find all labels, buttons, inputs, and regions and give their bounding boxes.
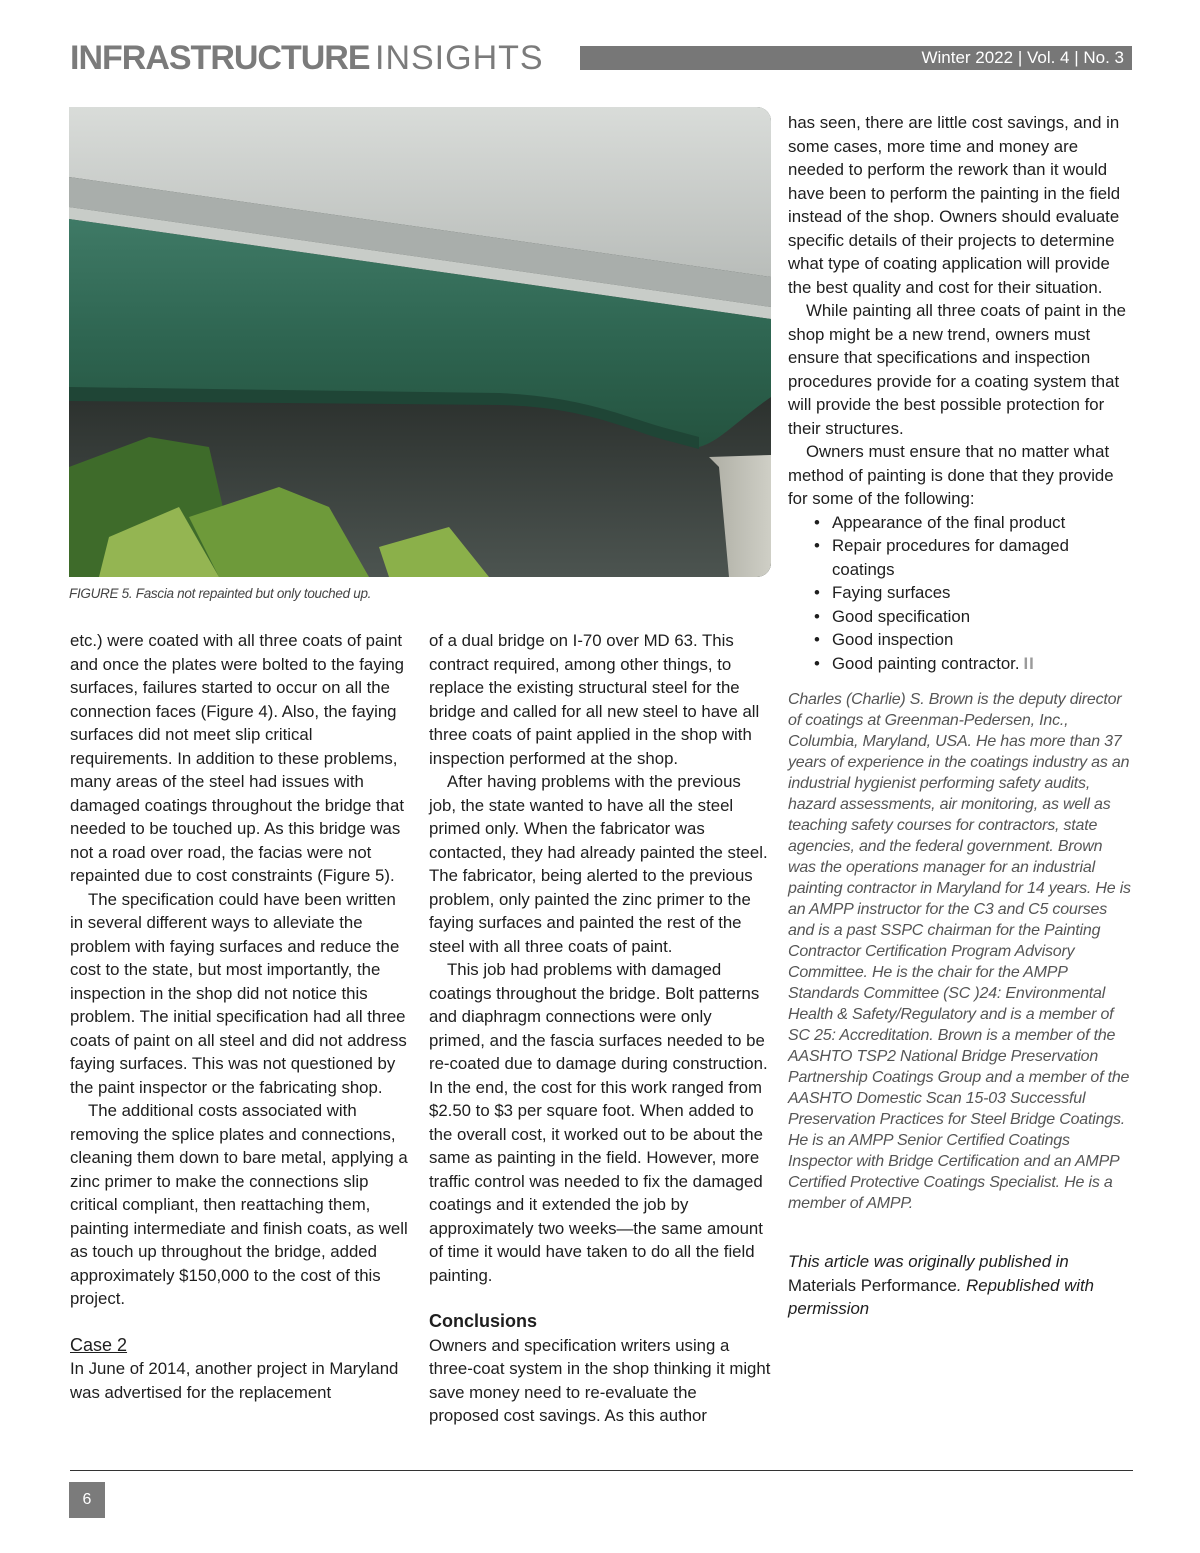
- bullet-icon: •: [814, 583, 820, 602]
- paragraph: In June of 2014, another project in Maryland was advertised for the replacement: [70, 1359, 399, 1402]
- figure-caption: FIGURE 5. Fascia not repainted but only touched up.: [69, 586, 372, 601]
- article-column-3: [788, 111, 1132, 1321]
- article-column-2: [429, 629, 771, 1428]
- list-item: • Appearance of the final product: [814, 511, 1132, 535]
- bullet-icon: •: [814, 653, 820, 673]
- requirements-list: [788, 511, 1132, 676]
- paragraph: After having problems with the previous job, the state wanted to have all the steel primed only. When the fabricator was contacted, they had already painted the steel. The fabricator, being alerted to the previous problem, only painted the zinc primer to the faying surfaces and painted the rest of the steel with all three coats of paint.: [429, 772, 768, 956]
- list-item: • Good specification: [814, 605, 1132, 629]
- republication-note: This article was originally published in Materials Performance. Republished with permission: [788, 1252, 1094, 1318]
- conclusions-heading: Conclusions: [429, 1311, 538, 1331]
- author-bio: Charles (Charlie) S. Brown is the deputy director of coatings at Greenman-Pedersen, Inc., Columbia, Maryland, USA. He has more than 37 years of experience in the coatings industry as an industrial hygienist performing safety audits, hazard assessments, air monitoring, as well as teaching safety courses for contractors, state agencies, and the federal government. Brown was the operations manager for an industrial painting contractor in Maryland for 14 years. He is an AMPP instructor for the C3 and C5 courses and is a past SSPC chairman for the Painting Contractor Certification Program Advisory Committee. He is the chair for the AMPP Standards Committee (SC )24: Environmental Health & Safety/Regulatory and is a member of SC 25: Accreditation. Brown is a member of the AASHTO TSP2 National Bridge Preservation Partnership Coatings Group and a member of the AASHTO Domestic Scan 15-03 Successful Preservation Practices for Steel Bridge Coatings. He is an AMPP Senior Certified Coatings Inspector with Bridge Certification and an AMPP Certified Protective Coatings Specialist. He is a member of AMPP.: [788, 691, 1131, 1212]
- list-item: • Faying surfaces: [814, 581, 1132, 605]
- case-2-heading: Case 2: [70, 1334, 128, 1355]
- end-of-article-mark: II: [1023, 653, 1035, 673]
- paragraph: Owners and specification writers using a three-coat system in the shop thinking it might save money need to re-evaluate the proposed cost savings. As this author: [429, 1335, 771, 1425]
- figure-bridge-photo: [69, 107, 771, 577]
- bullet-icon: •: [814, 512, 820, 532]
- issue-info: Winter 2022 | Vol. 4 | No. 3: [921, 48, 1124, 67]
- paragraph: of a dual bridge on I-70 over MD 63. This contract required, among other things, to replace the existing structural steel for the bridge and called for all new steel to have all three coats of paint applied in the shop with inspection performed at the shop.: [429, 631, 760, 768]
- paragraph: The additional costs associated with removing the splice plates and connections, cleaning them down to bare metal, applying a zinc primer to make the connections slip critical compliant, then reattaching them, painting intermediate and finish coats, as well as touch up throughout the bridge, added approximately $150,000 to the cost of this project.: [70, 1101, 408, 1308]
- footer-rule: [70, 1470, 1133, 1471]
- paragraph: The specification could have been written in several different ways to alleviate the problem with faying surfaces and reduce the cost to the state, but most importantly, the inspection in the shop did not notice this problem. The initial specification had all three coats of paint on all steel and did not address faying surfaces. This was not questioned by the paint inspector or the fabricating shop.: [70, 889, 407, 1097]
- masthead: [70, 40, 1132, 76]
- paragraph: etc.) were coated with all three coats of paint and once the plates were bolted to the faying surfaces, failures started to occur on all the connection faces (Figure 4). Also, the faying surfaces did not meet slip critical requirements. In addition to these problems, many areas of the steel had issues with damaged coatings throughout the bridge that needed to be touched up. As this bridge was not a road over road, the facias were not repainted due to cost constraints (Figure 5).: [70, 631, 405, 885]
- masthead-title-bold: INFRASTRUCTURE: [70, 39, 370, 77]
- paragraph: While painting all three coats of paint in the shop might be a new trend, owners must ensure that specifications and inspection procedures provide for a coating system that will provide the best possible protection for their structures.: [788, 301, 1126, 438]
- list-item: • Good painting contractor. II: [814, 652, 1132, 676]
- bullet-icon: •: [814, 630, 820, 649]
- list-item: • Repair procedures for damaged coatings: [814, 536, 1069, 579]
- article-column-1: [70, 629, 410, 1404]
- bullet-icon: •: [814, 536, 820, 555]
- list-item: • Good inspection: [814, 628, 1132, 652]
- paragraph: Owners must ensure that no matter what method of painting is done that they provide for some of the following:: [788, 442, 1114, 508]
- bullet-icon: •: [814, 606, 820, 626]
- paragraph: This job had problems with damaged coatings throughout the bridge. Bolt patterns and diaphragm connections were only primed, and the fascia surfaces needed to be re-coated due to damage during construction. In the end, the cost for this work ranged from $2.50 to $3 per square foot. When added to the overall cost, it worked out to be about the same as painting in the field. However, more traffic control was needed to fix the damaged coatings and it extended the job by approximately two weeks—the same amount of time it would have taken to do all the field painting.: [429, 960, 768, 1285]
- masthead-bar: [580, 46, 1132, 70]
- page-number: 6: [69, 1482, 105, 1518]
- paragraph: has seen, there are little cost savings, and in some cases, more time and money are needed to perform the rework than it would have been to perform the painting in the field instead of the shop. Owners should evaluate specific details of their projects to determine what type of coating application will provide the best quality and cost for their situation.: [788, 113, 1121, 297]
- publication-name: Materials Performance: [788, 1275, 957, 1295]
- masthead-title-light: INSIGHTS: [375, 39, 544, 77]
